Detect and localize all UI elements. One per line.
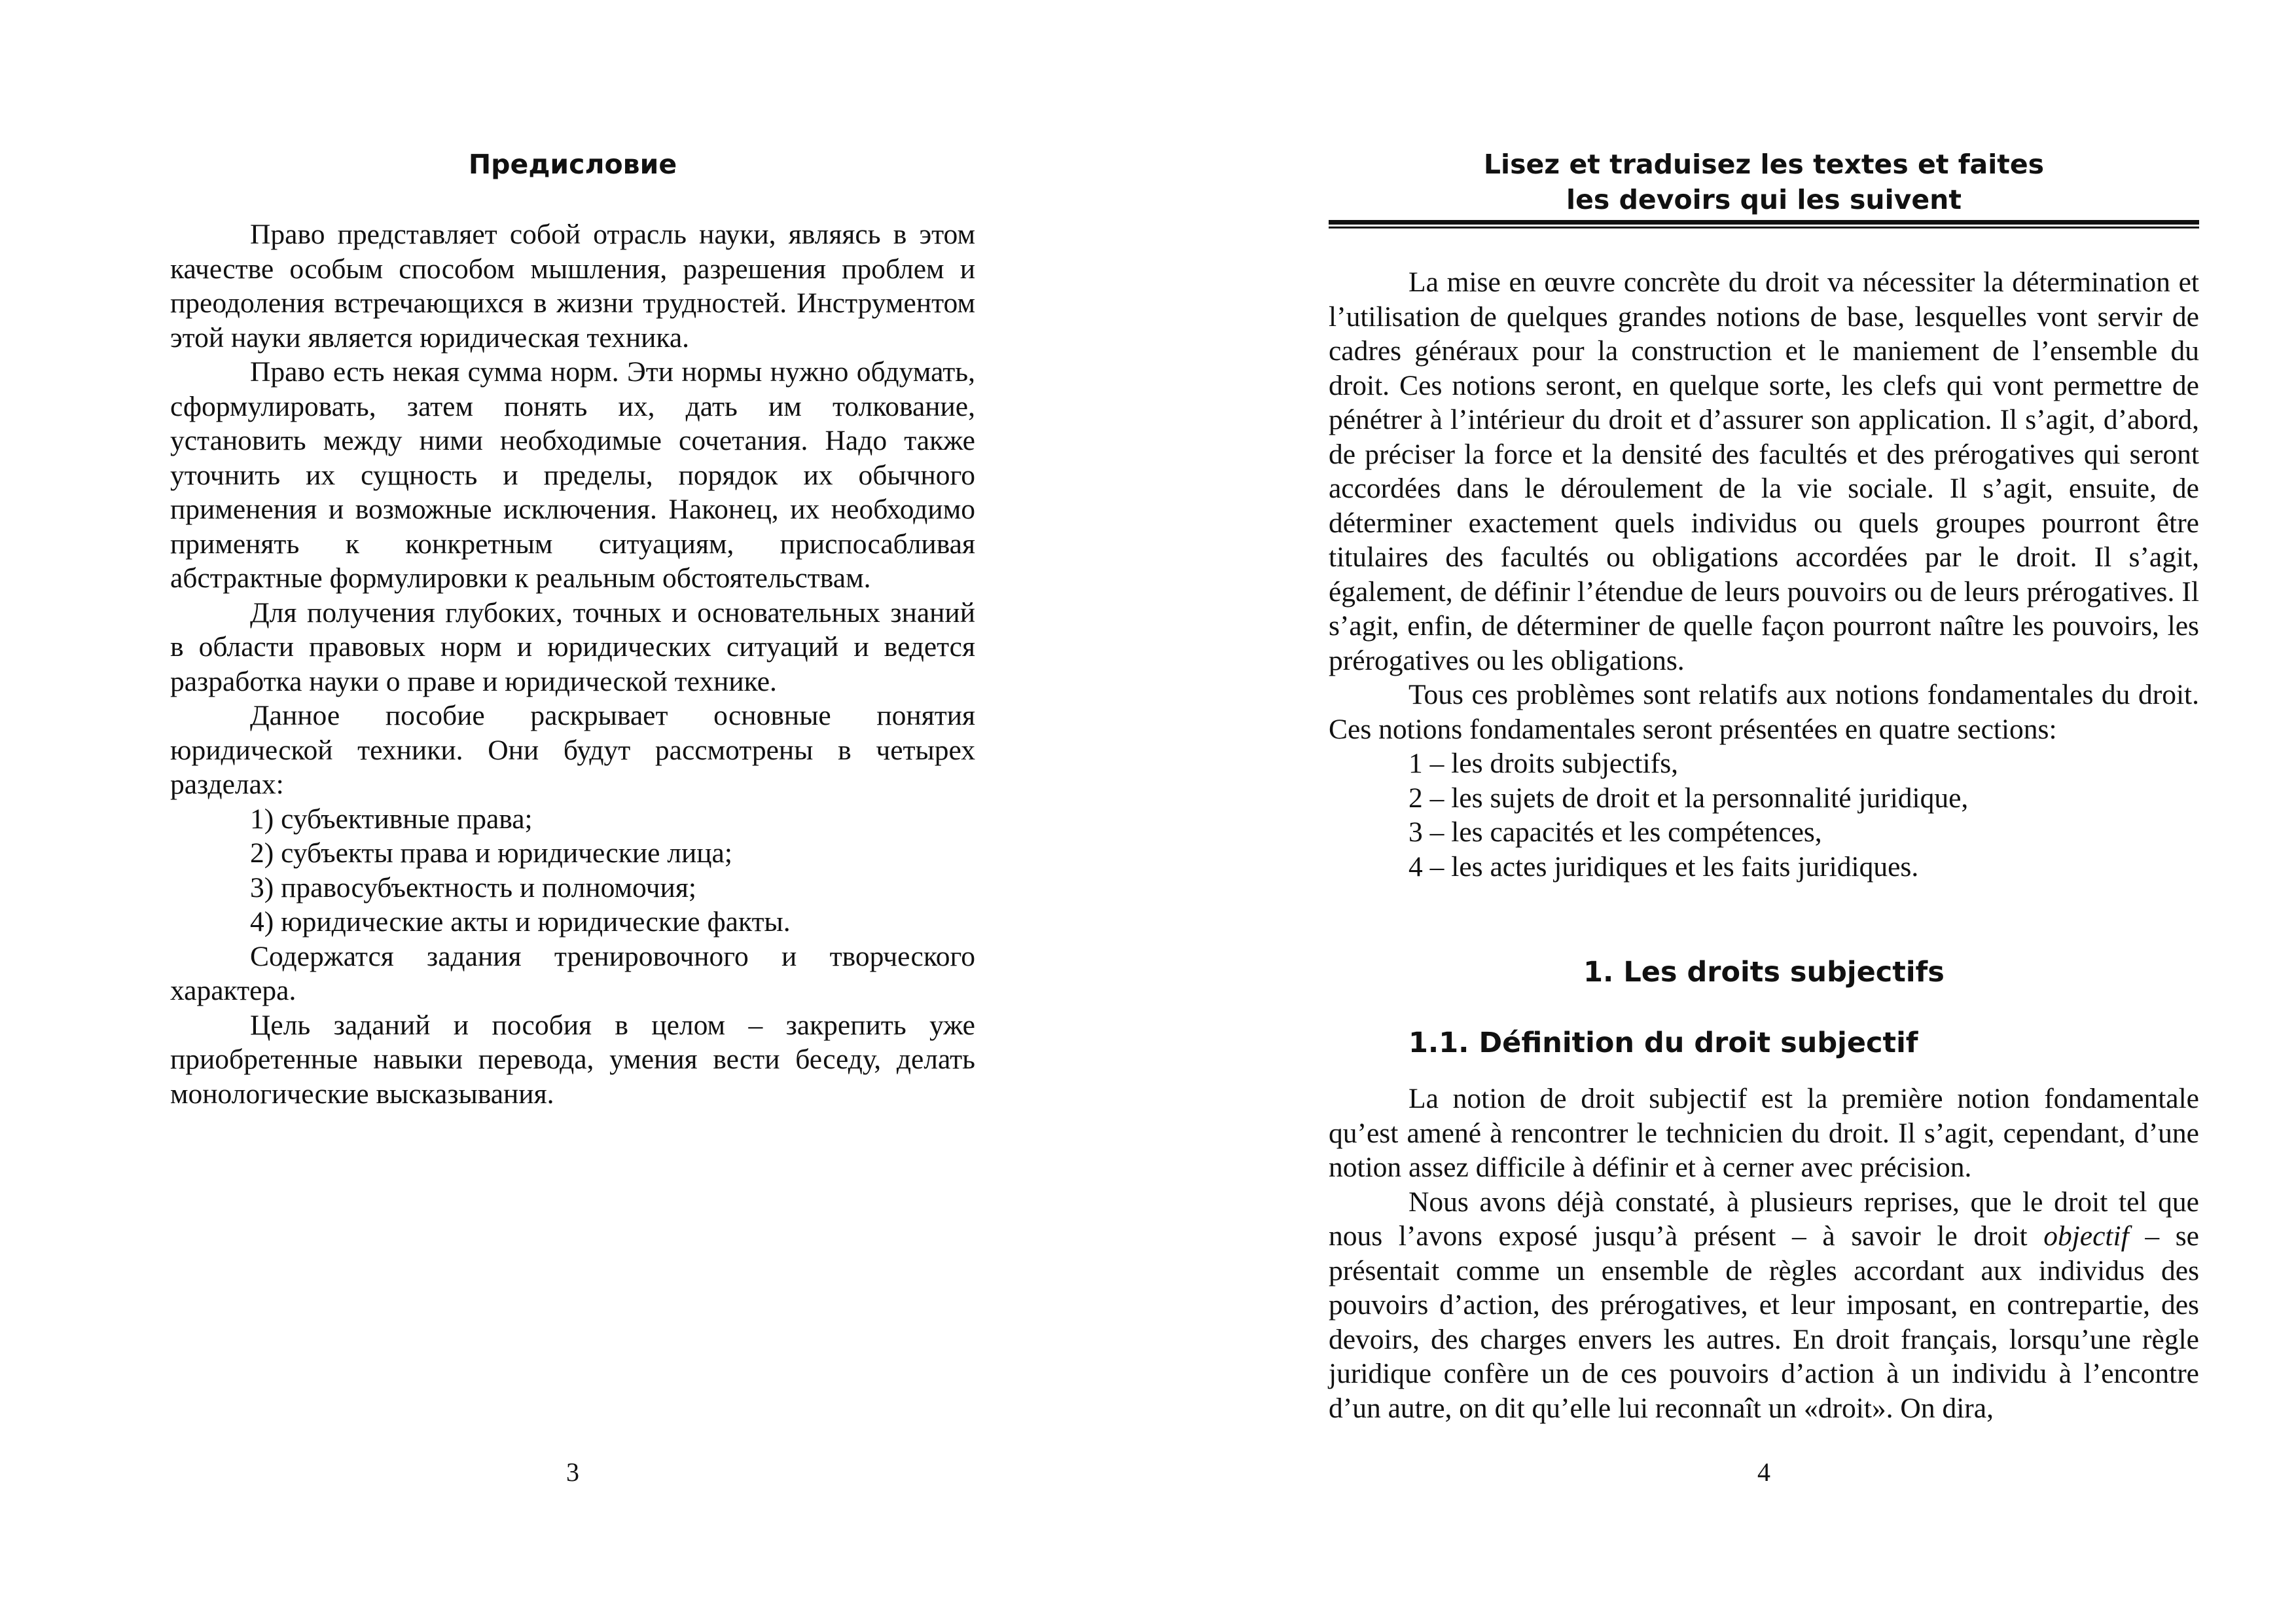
text-run: – se présentait comme un ensemble de règles accordant aux individus des pouvoirs d’action, des prérogatives, et leur imposant, en contrepartie, des devoirs, des charges envers les autres. En droit français, lorsqu’une règle juridique confère un de ces pouvoirs d’action à un individu à l’encontre d’un autre, on dit qu’elle lui reconnaît un «droit». On dira, <box>1329 1220 2199 1424</box>
page-number: 4 <box>1757 1457 1770 1487</box>
list-item: 3 – les capacités et les compétences, <box>1408 816 1822 848</box>
list-item: 1) субъективные права; <box>250 803 533 835</box>
rule-thin <box>1329 227 2199 228</box>
paragraph: La mise en œuvre concrète du droit va nécessiter la détermination et l’utilisation de quelques grandes notions de base, lesquelles vont servir de cadres généraux pour la construction et le maniement de l’ensemble du droit. Ces notions seront, en quelque sorte, les clefs qui vont permettre de pénétrer à l’intérieur du droit et d’assurer son application. Il s’agit, d’abord, de préciser la force et la densité des facultés et des prérogatives qui seront accordées dans le déroulement de la vie sociale. Il s’agit, ensuite, de déterminer exactement quels individus ou quels groupes pourront être titulaires des facultés ou obligations accordées par le droit. Il s’agit, également, de définir l’étendue de leurs pouvoirs ou de leurs prérogatives. Il s’agit, enfin, de déterminer de quelle façon pourront naître les pouvoirs, les prérogatives ou les obligations. <box>1329 266 2199 676</box>
paragraph: Tous ces problèmes sont relatifs aux notions fondamentales du droit. Ces notions fondamentales seront présentées en quatre sections: <box>1329 679 2199 745</box>
rule-thick <box>1329 220 2199 225</box>
paragraph: Содержатся задания тренировочного и творческого характера. <box>170 940 975 1006</box>
list-item: 1 – les droits subjectifs, <box>1408 748 1678 779</box>
list-item: 2) субъекты права и юридические лица; <box>250 837 732 869</box>
section-title: 1. Les droits subjectifs <box>1583 956 1945 989</box>
paragraph <box>1329 1185 2199 1426</box>
page-number: 3 <box>566 1457 579 1487</box>
text-run: Nous avons déjà constaté, à plusieurs reprises, que le droit tel que nous l’avons exposé jusqu’à présent – à savoir le droit <box>1329 1186 2199 1252</box>
left-page <box>170 0 975 1623</box>
paragraph: Цель заданий и пособия в целом – закрепить уже приобретенные навыки перевода, умения вести беседу, делать монологические высказывания. <box>170 1009 975 1110</box>
title-double-rule <box>1329 220 2199 228</box>
paragraph: La notion de droit subjectif est la première notion fondamentale qu’est amené à rencontrer le technicien du droit. Il s’agit, cependant, d’une notion assez difficile à définir et à cerner avec précision. <box>1329 1083 2199 1183</box>
left-page-body <box>170 217 975 1111</box>
right-page-intro <box>1329 265 2199 884</box>
list-item: 2 – les sujets de droit et la personnalité juridique, <box>1408 782 1969 814</box>
list-item: 4 – les actes juridiques et les faits juridiques. <box>1408 850 1919 883</box>
emphasis: objectif <box>2043 1220 2129 1252</box>
right-page-title-line-2: les devoirs qui les suivent <box>1566 184 1962 215</box>
paragraph: Данное пособие раскрывает основные понятия юридической техники. Они будут рассмотрены в четырех разделах: <box>170 700 975 800</box>
list-item: 3) правосубъектность и полномочия; <box>250 871 696 903</box>
paragraph: Право есть некая сумма норм. Эти нормы нужно обдумать, сформулировать, затем понять их, дать им толкование, установить между ними необходимые сочетания. Надо также уточнить их сущность и пределы, порядок их обычного применения и возможные исключения. Наконец, их необходимо применять к конкретным ситуациям, приспосабливая абстрактные формулировки к реальным обстоятельствам. <box>170 356 975 594</box>
list-item: 4) юридические акты и юридические факты. <box>250 906 791 938</box>
paragraph: Право представляет собой отрасль науки, являясь в этом качестве особым способом мышления, разрешения проблем и преодоления встречающихся в жизни трудностей. Инструментом этой науки является юридическая техника. <box>170 219 975 354</box>
right-page-section-body <box>1329 1082 2199 1425</box>
subsection-title: 1.1. Définition du droit subjectif <box>1408 1027 1918 1059</box>
right-page-title-line-1: Lisez et traduisez les textes et faites <box>1483 149 2045 180</box>
right-page <box>1329 0 2199 1623</box>
paragraph: Для получения глубоких, точных и основательных знаний в области правовых норм и юридических ситуаций и ведется разработка науки о праве и юридической технике. <box>170 596 975 697</box>
left-page-title: Предисловие <box>468 149 677 180</box>
